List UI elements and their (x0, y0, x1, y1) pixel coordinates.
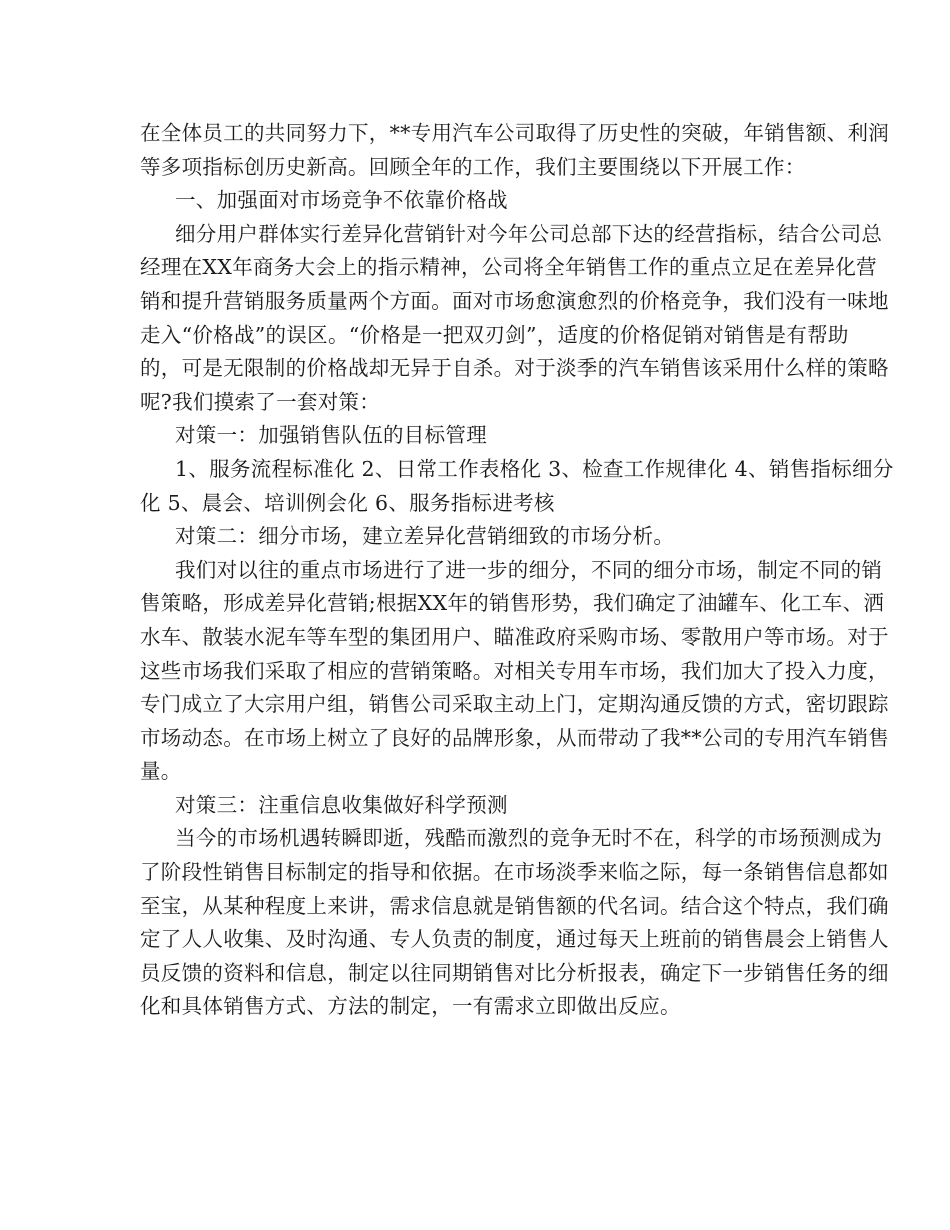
text-line: 化 5、晨会、培训例会化 6、服务指标进考核 (140, 490, 555, 515)
text-line: 对策一：加强销售队伍的目标管理 (175, 423, 487, 448)
text-line: 呢?我们摸索了一套对策： (140, 389, 381, 414)
text-line: 对策二：细分市场，建立差异化营销细致的市场分析。 (175, 524, 675, 549)
text-line: 市场动态。在市场上树立了良好的品牌形象，从而带动了我**公司的专用汽车销售 (140, 725, 890, 750)
text-line: 至宝，从某种程度上来讲，需求信息就是销售额的代名词。结合这个特点，我们确 (140, 893, 889, 918)
text-line: 员反馈的资料和信息，制定以往同期销售对比分析报表，确定下一步销售任务的细 (140, 960, 889, 985)
text-line: 量。 (140, 759, 182, 784)
document-body (140, 117, 894, 1024)
text-line: 我们对以往的重点市场进行了进一步的细分，不同的细分市场，制定不同的销 (175, 557, 883, 582)
text-line: 一、加强面对市场竞争不依靠价格战 (175, 188, 508, 213)
text-line: 1、服务流程标准化 2、日常工作表格化 3、检查工作规律化 4、销售指标细分 (175, 456, 894, 481)
text-line: 定了人人收集、及时沟通、专人负责的制度，通过每天上班前的销售晨会上销售人 (140, 927, 889, 952)
text-line: 当今的市场机遇转瞬即逝，残酷而激烈的竞争无时不在，科学的市场预测成为 (175, 826, 883, 851)
text-line: 这些市场我们采取了相应的营销策略。对相关专用车市场，我们加大了投入力度， (140, 658, 889, 683)
text-line: 经理在XX年商务大会上的指示精神，公司将全年销售工作的重点立足在差异化营 (140, 255, 877, 280)
text-line: 的，可是无限制的价格战却无异于自杀。对于淡季的汽车销售该采用什么样的策略 (140, 356, 889, 381)
text-line: 等多项指标创历史新高。回顾全年的工作，我们主要围绕以下开展工作： (140, 154, 806, 179)
text-line: 售策略，形成差异化营销;根据XX年的销售形势，我们确定了油罐车、化工车、洒 (140, 591, 885, 616)
text-line: 在全体员工的共同努力下，**专用汽车公司取得了历史性的突破，年销售额、利润 (140, 121, 890, 145)
text-line: 了阶段性销售目标制定的指导和依据。在市场淡季来临之际，每一条销售信息都如 (140, 860, 889, 885)
text-line: 化和具体销售方式、方法的制定，一有需求立即做出反应。 (140, 994, 681, 1019)
text-line: 水车、散装水泥车等车型的集团用户、瞄准政府采购市场、零散用户等市场。对于 (140, 624, 889, 649)
text-line: 对策三：注重信息收集做好科学预测 (175, 792, 508, 817)
text-line: 专门成立了大宗用户组，销售公司采取主动上门，定期沟通反馈的方式，密切跟踪 (140, 692, 889, 717)
text-line: 细分用户群体实行差异化营销针对今年公司总部下达的经营指标，结合公司总 (175, 221, 883, 246)
text-line: 走入“价格战”的误区。“价格是一把双刃剑”，适度的价格促销对销售是有帮助 (140, 322, 849, 347)
text-line: 销和提升营销服务质量两个方面。面对市场愈演愈烈的价格竞争，我们没有一味地 (140, 288, 889, 313)
